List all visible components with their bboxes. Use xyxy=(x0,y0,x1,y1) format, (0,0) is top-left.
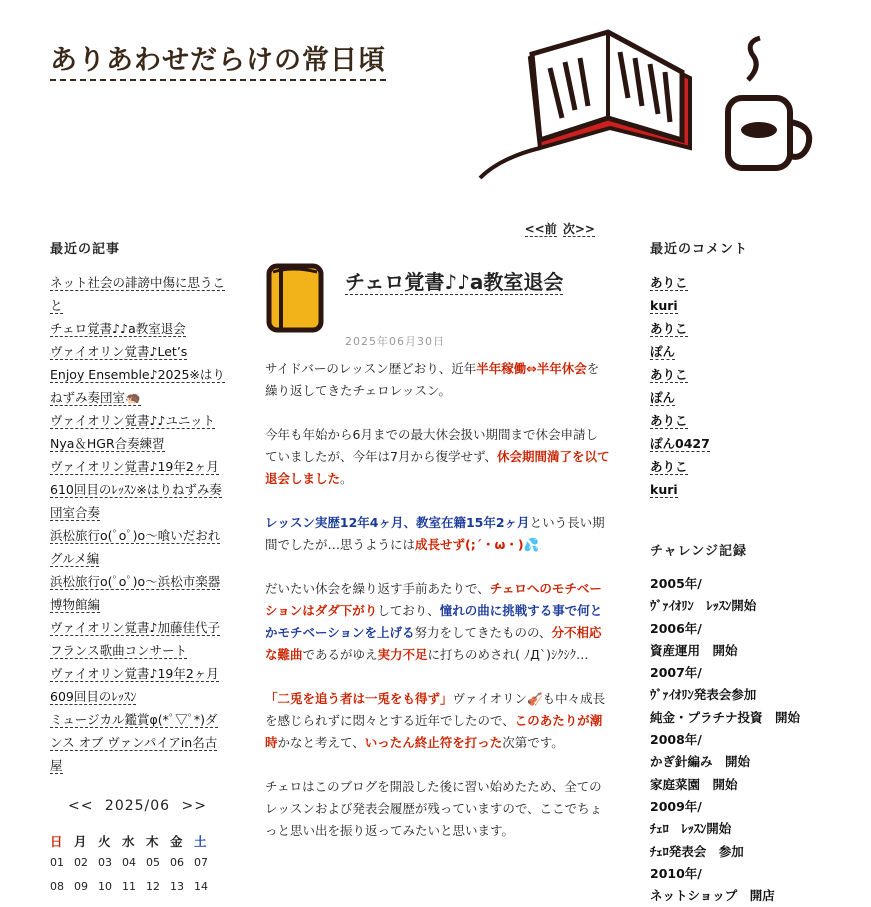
list-item[interactable] xyxy=(50,409,225,455)
text: しており、 xyxy=(377,603,440,618)
calendar-day: 03 xyxy=(98,856,112,869)
prev-post-link[interactable]: <<前 xyxy=(524,222,557,236)
list-item[interactable] xyxy=(650,294,850,317)
comment-author-link[interactable]: ありこ xyxy=(650,321,688,336)
calendar-dow: 土 xyxy=(194,834,207,849)
comment-author-link[interactable]: kuri xyxy=(650,298,678,313)
calendar xyxy=(50,798,225,904)
list-item[interactable] xyxy=(650,271,850,294)
recent-articles-section xyxy=(50,238,225,777)
list-item: ｳﾞｧｲｵﾘﾝ ﾚｯｽﾝ開始 xyxy=(650,598,757,614)
list-item[interactable] xyxy=(50,662,225,708)
recent-article-link[interactable]: チェロ覚書♪♪a教室退会 xyxy=(50,321,186,336)
recent-article-link[interactable]: 浜松旅行o(ﾟoﾟ)o～浜松市楽器博物館編 xyxy=(50,574,221,612)
text: かなと考えて、 xyxy=(277,735,365,750)
calendar-day: 04 xyxy=(122,856,136,869)
list-item: かぎ針編み 開始 xyxy=(650,754,751,770)
list-item[interactable] xyxy=(50,317,225,340)
list-item: ｳﾞｧｲｵﾘﾝ発表会参加 xyxy=(650,687,757,703)
list-item[interactable] xyxy=(50,455,225,524)
comment-author-link[interactable]: ありこ xyxy=(650,413,688,428)
calendar-day: 08 xyxy=(50,880,64,893)
list-item: 資産運用 開始 xyxy=(650,642,738,658)
challenge-record-heading: チャレンジ記録 xyxy=(650,544,747,559)
list-item[interactable] xyxy=(50,708,225,777)
calendar-day: 07 xyxy=(194,856,208,869)
post-navigation xyxy=(265,220,595,237)
list-item[interactable] xyxy=(650,432,850,455)
text: 次第です。 xyxy=(502,735,564,750)
recent-articles-heading: 最近の記事 xyxy=(50,242,121,257)
paragraph xyxy=(265,358,610,402)
emphasis-red: 「二兎を追う者は一兎をも得ず」 xyxy=(265,691,453,706)
emphasis-red: 休会期間満了を以て退会しました xyxy=(265,449,610,486)
calendar-day[interactable]: 13 xyxy=(170,880,184,893)
emphasis-blue: レッスン実歴12年4ヶ月、教室在籍15年2ヶ月 xyxy=(265,515,530,530)
text: に打ちのめされ( ﾉД`)ｼｸｼｸ… xyxy=(427,647,589,662)
list-item: 2006年/ xyxy=(650,620,702,636)
emphasis-red: チェロへのモチベーションはダダ下がり xyxy=(265,581,602,618)
list-item[interactable] xyxy=(650,386,850,409)
recent-article-link[interactable]: ヴァイオリン覚書♪19年2ヶ月609回目のﾚｯｽﾝ xyxy=(50,666,219,704)
recent-comments-section xyxy=(650,238,850,501)
calendar-month: 2025/06 xyxy=(104,798,171,814)
emphasis-blue: 憧れの曲に挑戦する事で何とかモチベーションを上げる xyxy=(265,603,603,640)
open-book-illustration xyxy=(480,32,690,178)
comment-author-link[interactable]: ありこ xyxy=(650,459,688,474)
comment-author-link[interactable]: kuri xyxy=(650,482,678,497)
calendar-dow: 水 xyxy=(122,834,135,849)
calendar-day: 06 xyxy=(170,856,184,869)
comment-author-link[interactable]: ぽん0427 xyxy=(650,436,710,451)
recent-articles-list xyxy=(50,271,225,777)
recent-article-link[interactable]: 浜松旅行o(ﾟoﾟ)o～喰いだおれグルメ編 xyxy=(50,528,221,566)
list-item: ﾁｪﾛ発表会 参加 xyxy=(650,843,744,859)
calendar-dow: 日 xyxy=(50,834,63,849)
list-item: ﾁｪﾛ ﾚｯｽﾝ開始 xyxy=(650,821,732,837)
list-item: 2005年/ xyxy=(650,576,702,591)
recent-article-link[interactable]: ネット社会の誹謗中傷に思うこと xyxy=(50,275,226,313)
list-item[interactable] xyxy=(650,409,850,432)
comment-author-link[interactable]: ありこ xyxy=(650,367,688,382)
sweat-emoji: 💦 xyxy=(523,537,540,552)
calendar-week xyxy=(50,856,225,880)
recent-article-link[interactable]: ヴァイオリン覚書♪Let’s Enjoy Ensemble♪2025※はりねずみ奏団室🦔 xyxy=(50,344,225,405)
calendar-next-button[interactable]: >> xyxy=(181,798,207,814)
list-item[interactable] xyxy=(50,271,225,317)
paragraph xyxy=(265,776,610,842)
site-title[interactable]: ありあわせだらけの常日頃 xyxy=(50,38,386,81)
recent-article-link[interactable]: ミュージカル鑑賞φ(*ﾟ▽ﾟ*)ダンス オブ ヴァンパイアin名古屋 xyxy=(50,712,218,773)
coffee-cup-illustration xyxy=(728,38,809,168)
list-item[interactable] xyxy=(650,455,850,478)
list-item[interactable] xyxy=(50,570,225,616)
text: を繰り返してきたチェロレッスン。 xyxy=(265,361,600,398)
recent-comments-heading: 最近のコメント xyxy=(650,242,749,257)
comment-author-link[interactable]: ぽん xyxy=(650,344,676,359)
list-item: ネットショップ 開店 xyxy=(650,888,775,904)
emphasis-red: 実力不足 xyxy=(377,647,428,662)
list-item[interactable] xyxy=(50,340,225,409)
text: だいたい休会を繰り返す手前あたりで、 xyxy=(265,581,490,596)
emphasis-red: 成長せず(;´・ω・) xyxy=(415,537,524,552)
text: チェロはこのブログを開設した後に習い始めたため、全てのレッスンおよび発表会履歴が残っていますので、ここでちょっと思い出を振り返ってみたいと思います。 xyxy=(265,779,603,838)
text: 努力をしてきたものの、 xyxy=(414,625,552,640)
emphasis-red: このあたりが潮時 xyxy=(265,713,603,750)
list-item: 2010年/ xyxy=(650,865,702,881)
calendar-dow: 火 xyxy=(98,834,111,849)
challenge-record-section xyxy=(650,540,850,907)
calendar-dow: 木 xyxy=(146,834,159,849)
list-item: 純金・プラチナ投資 開始 xyxy=(650,709,801,725)
calendar-day: 09 xyxy=(74,880,88,893)
list-item[interactable] xyxy=(650,317,850,340)
emphasis-red: 分不相応な難曲 xyxy=(265,625,602,662)
calendar-day[interactable]: 12 xyxy=(146,880,160,893)
calendar-day[interactable]: 14 xyxy=(194,880,208,893)
comment-author-link[interactable]: ありこ xyxy=(650,275,688,290)
calendar-week xyxy=(50,880,225,904)
recent-article-link[interactable]: ヴァイオリン覚書♪19年2ヶ月610回目のﾚｯｽﾝ※はりねずみ奏団室合奏 xyxy=(50,459,222,520)
calendar-day: 01 xyxy=(50,856,64,869)
recent-article-link[interactable]: ヴァイオリン覚書♪加藤佳代子フランス歌曲コンサート xyxy=(50,620,220,658)
calendar-dow: 金 xyxy=(170,834,183,849)
list-item: 2007年/ xyxy=(650,665,702,681)
paragraph xyxy=(265,688,610,754)
post-title-text[interactable]: チェロ覚書♪♪a教室退会 xyxy=(345,270,564,294)
recent-article-link[interactable]: ヴァイオリン覚書♪♪ユニットNya＆HGR合奏練習 xyxy=(50,413,215,451)
calendar-dow: 月 xyxy=(74,834,87,849)
text: という長い期間でしたが…思うようには xyxy=(265,515,605,552)
list-item[interactable] xyxy=(650,340,850,363)
text: であるがゆえ xyxy=(302,647,378,662)
text: ヴァイオリン🎻も中々成長を感じられずに悶々とする近年でしたので、 xyxy=(265,691,606,728)
text: 。 xyxy=(340,471,353,486)
paragraph xyxy=(265,578,610,666)
list-item: 2008年/ xyxy=(650,732,702,748)
challenge-record-list xyxy=(650,573,850,907)
header-illustration xyxy=(470,18,830,188)
calendar-header xyxy=(50,798,225,814)
next-post-link[interactable]: 次>> xyxy=(562,222,595,236)
post-date: 2025年06月30日 xyxy=(345,335,445,348)
calendar-day[interactable]: 10 xyxy=(98,880,112,893)
list-item: 家庭菜園 開始 xyxy=(650,776,738,792)
calendar-day[interactable]: 11 xyxy=(122,880,136,893)
paragraph xyxy=(265,424,610,490)
text: サイドバーのレッスン歴どおり、近年 xyxy=(265,361,477,376)
calendar-dow-row xyxy=(50,832,225,856)
calendar-day: 02 xyxy=(74,856,88,869)
calendar-prev-button[interactable]: << xyxy=(67,798,94,814)
calendar-day: 05 xyxy=(146,856,160,869)
comment-author-link[interactable]: ぽん xyxy=(650,390,676,405)
list-item[interactable] xyxy=(50,524,225,570)
list-item: 2009年/ xyxy=(650,798,702,814)
yellow-book-icon xyxy=(265,262,327,334)
post-body xyxy=(265,358,610,864)
list-item[interactable] xyxy=(50,616,225,662)
recent-comments-list xyxy=(650,271,850,501)
emphasis-red: 半年稼働⇔半年休会 xyxy=(476,361,587,376)
text: 今年も年始から6月までの最大休会扱い期間まで休会申請していましたが、今年は7月から復学せず、 xyxy=(265,427,598,464)
paragraph xyxy=(265,512,610,556)
list-item[interactable] xyxy=(650,363,850,386)
list-item[interactable] xyxy=(650,478,850,501)
post-title[interactable] xyxy=(345,268,603,296)
emphasis-red: いったん終止符を打った xyxy=(364,735,503,750)
